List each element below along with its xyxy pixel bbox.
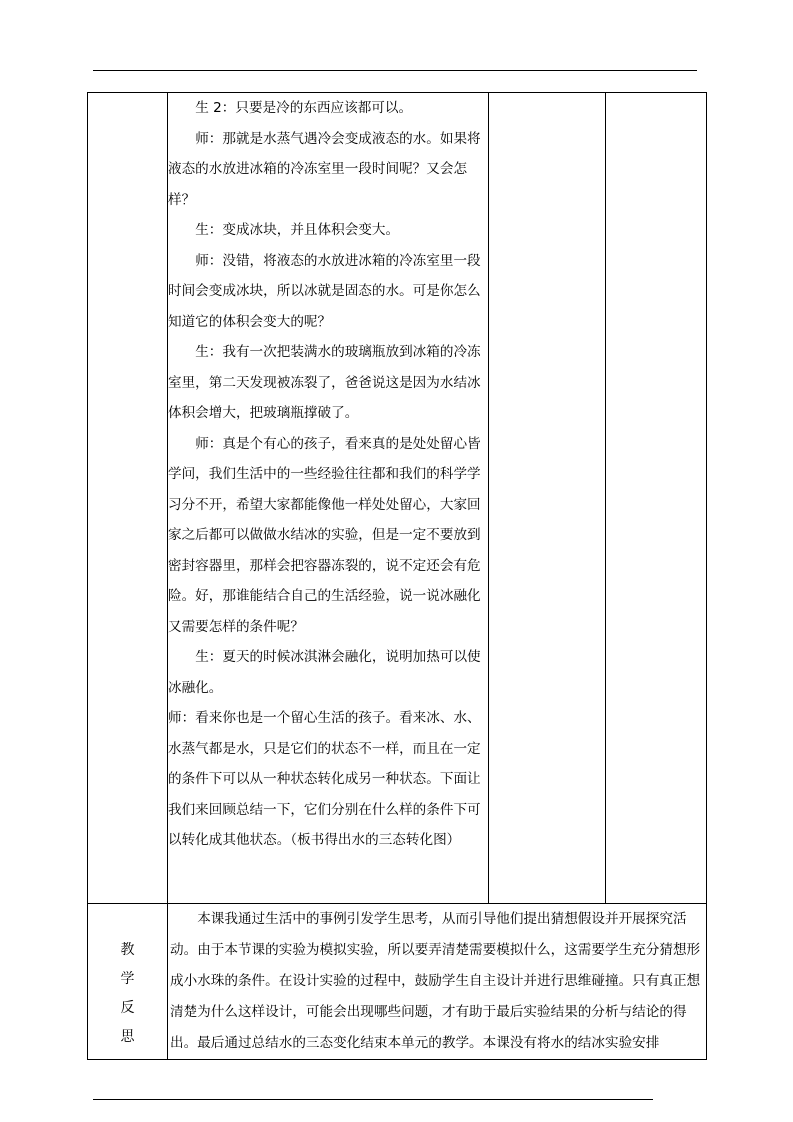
dialogue-line: 生 2：只要是冷的东西应该都可以。 — [195, 100, 413, 116]
table-bottom-border — [87, 1059, 707, 1060]
reflection-label — [88, 936, 167, 1052]
footer-rule — [93, 1099, 653, 1100]
reflection-label-char: 学 — [120, 971, 135, 987]
dialogue-line: 生：我有一次把装满水的玻璃瓶放到冰箱的冷冻室里，第二天发现被冻裂了，爸爸说这是因为水结冰体积会增大，把玻璃瓶撑破了。 — [168, 344, 481, 421]
dialogue-line: 生：夏天的时候冰淇淋会融化，说明加热可以使冰融化。 — [168, 649, 481, 696]
dialogue-line: 生：变成冰块，并且体积会变大。 — [195, 222, 400, 238]
reflection-label-char: 教 — [120, 942, 135, 958]
dialogue-line: 师：那就是水蒸气遇冷会变成液态的水。如果将液态的水放进冰箱的冷冻室里一段时间呢？又会怎样？ — [168, 130, 481, 208]
table-col-divider-3 — [605, 92, 606, 903]
table-right-border — [706, 92, 707, 1059]
reflection-label-char: 反 — [120, 1000, 135, 1016]
dialogue-line: 师：真是个有心的孩子，看来真的是处处留心皆学问，我们生活中的一些经验往往都和我们的科学学习分不开，希望大家都能像他一样处处留心，大家回家之后都可以做做水结冰的实验，但是一定不要放到密封容器里，那样会把容器冻裂的，说不定还会有危险。好，那谁能结合自己的生活经验，说一说冰融化又需要怎样的条件呢？ — [168, 435, 481, 635]
dialogue-line: 师：没错，将液态的水放进冰箱的冷冻室里一段时间会变成冰块，所以冰就是固态的水。可是你怎么知道它的体积会变大的呢？ — [168, 252, 481, 330]
table-left-border — [87, 92, 88, 1059]
dialogue-line: 师：看来你也是一个留心生活的孩子。看来冰、水、水蒸气都是水，只是它们的状态不一样，而且在一定的条件下可以从一种状态转化成另一种状态。下面让我们来回顾总结一下，它们分别在什么样的条件下可以转化成其他状态。（板书得出水的三态转化图） — [168, 710, 481, 848]
teaching-dialogue — [168, 93, 486, 856]
reflection-text: 本课我通过生活中的事例引发学生思考，从而引导他们提出猜想假设并开展探究活动。由于本节课的实验为模拟实验，所以要弄清楚需要模拟什么，这需要学生充分猜想形成小水珠的条件。在设计实验的过程中，鼓励学生自主设计并进行思维碰撞。只有真正想清楚为什么这样设计，可能会出现哪些问题，才有助于最后实验结果的分析与结论的得出。最后通过总结水的三态变化结束本单元的教学。本课没有将水的结冰实验安排 — [170, 911, 701, 1051]
table-col-divider-2 — [488, 92, 489, 903]
header-rule — [93, 70, 697, 71]
reflection-label-char: 思 — [120, 1029, 135, 1045]
